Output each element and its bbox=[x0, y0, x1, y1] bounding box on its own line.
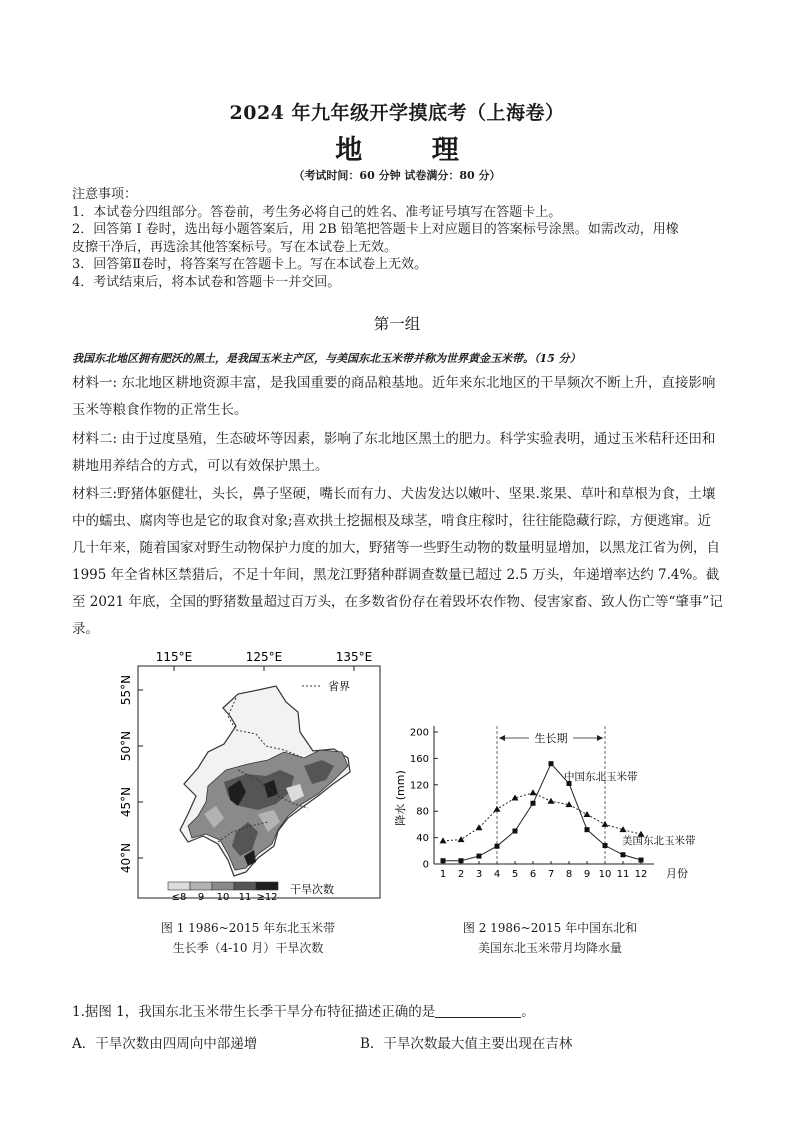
legend-swatch bbox=[168, 882, 190, 890]
lat-label: 50°N bbox=[119, 730, 133, 762]
option-a[interactable]: A．干旱次数由四周向中部递增 bbox=[72, 1036, 258, 1052]
material-3: 材料三:野猪体躯健壮，头长，鼻子坚硬，嘴长而有力、犬齿发达以嫩叶、坚果.浆果、草叶和草根为食，土壤中的蠕虫、腐肉等也是它的取食对象;喜欢拱土挖掘根及球茎，啃食庄稼时，往往能隐藏行踪，方便逃窜。近几十年来，随着国家对野生动物保护力度的加大，野猪等一些野生动物的数量明显增加，以黑龙江省为例，自 1995 年全省林区禁猎后，不足十年间，黑龙江野猪种群调查数量已超过 2.5 万头，年递增率达约 7.4%。截至 2021 年底，全国的野猪数量超过百万头，在多数省份存在着毁坏农作物、侵害家畜、致人伤亡等“肇事”记录。 bbox=[72, 486, 723, 637]
data-point-triangle bbox=[530, 789, 537, 795]
border-legend-label: 省界 bbox=[328, 680, 350, 693]
data-point-square bbox=[513, 829, 518, 834]
series-label: 美国东北玉米带 bbox=[622, 835, 696, 847]
x-tick-label: 2 bbox=[457, 869, 465, 880]
x-tick-label: 10 bbox=[598, 869, 612, 880]
y-tick-label: 120 bbox=[409, 780, 429, 792]
data-point-triangle bbox=[476, 824, 483, 830]
data-point-square bbox=[459, 858, 464, 863]
y-tick-label: 80 bbox=[416, 806, 429, 818]
subject-title: 地 理 bbox=[335, 135, 489, 166]
y-axis-label: 降水 (mm) bbox=[394, 770, 407, 826]
lon-label: 115°E bbox=[155, 650, 193, 664]
y-tick-label: 200 bbox=[409, 727, 429, 739]
answer-blank[interactable] bbox=[435, 1004, 521, 1018]
legend-class-label: 10 bbox=[216, 892, 230, 903]
exam-title: 2024 年九年级开学摸底考（上海卷） bbox=[229, 102, 565, 124]
x-tick-label: 9 bbox=[583, 869, 591, 880]
lat-label: 55°N bbox=[119, 674, 133, 706]
growing-season-label: 生长期 bbox=[534, 732, 568, 745]
legend-class-label: 11 bbox=[238, 892, 252, 903]
option-b[interactable]: B．干旱次数最大值主要出现在吉林 bbox=[360, 1036, 573, 1052]
x-tick-label: 3 bbox=[475, 869, 483, 880]
note-item: 2．回答第 I 卷时，选出每小题答案后，用 2B 铅笔把答题卡上对应题目的答案标号涂黑。如需改动，用橡 bbox=[72, 222, 679, 237]
data-point-triangle bbox=[584, 811, 591, 817]
legend-class-label: ≥12 bbox=[256, 892, 278, 903]
series-label: 中国东北玉米带 bbox=[564, 771, 638, 783]
data-point-triangle bbox=[602, 821, 609, 827]
y-tick-label: 160 bbox=[409, 753, 429, 765]
lat-label: 45°N bbox=[119, 786, 133, 818]
legend-class-label: 9 bbox=[197, 892, 205, 903]
x-tick-label: 8 bbox=[565, 869, 573, 880]
y-tick-label: 40 bbox=[416, 833, 429, 845]
caption-line: 图 2 1986~2015 年中国东北和 bbox=[462, 921, 638, 935]
x-tick-label: 1 bbox=[439, 869, 447, 880]
x-tick-label: 6 bbox=[529, 869, 537, 880]
lon-label: 135°E bbox=[335, 650, 373, 664]
legend-title: 干旱次数 bbox=[290, 883, 334, 896]
data-point-square bbox=[441, 858, 446, 863]
data-point-square bbox=[477, 854, 482, 859]
section-intro: 我国东北地区拥有肥沃的黑土，是我国玉米主产区，与美国东北玉米带并称为世界黄金玉米带。（15 分） bbox=[72, 352, 581, 365]
lat-label: 40°N bbox=[119, 842, 133, 874]
question-end: 。 bbox=[521, 1004, 535, 1020]
figure2-precipitation-chart bbox=[388, 718, 718, 898]
group-title: 第一组 bbox=[373, 315, 421, 333]
figure1-drought-map bbox=[108, 646, 388, 908]
legend-swatch bbox=[256, 882, 278, 890]
question-stem: 1.据图 1，我国东北玉米带生长季干旱分布特征描述正确的是 bbox=[72, 1004, 436, 1020]
question-1 bbox=[72, 1000, 535, 1020]
x-tick-label: 7 bbox=[547, 869, 555, 880]
y-tick-label: 0 bbox=[422, 859, 429, 871]
figure1-caption bbox=[128, 918, 368, 958]
data-point-square bbox=[621, 852, 626, 857]
data-point-square bbox=[549, 761, 554, 766]
x-axis-label: 月份 bbox=[666, 867, 688, 880]
legend-swatch bbox=[212, 882, 234, 890]
caption-line: 图 1 1986~2015 年东北玉米带 bbox=[160, 921, 336, 935]
x-tick-label: 12 bbox=[634, 869, 648, 880]
series-line-2 bbox=[443, 793, 641, 841]
note-item: 1．本试卷分四组部分。答卷前，考生务必将自己的姓名、准考证号填写在答题卡上。 bbox=[72, 204, 562, 220]
data-point-triangle bbox=[440, 837, 447, 843]
data-point-square bbox=[531, 801, 536, 806]
data-point-square bbox=[603, 843, 608, 848]
x-tick-label: 5 bbox=[511, 869, 519, 880]
growing-season-arrowhead bbox=[499, 735, 505, 741]
lon-label: 125°E bbox=[245, 650, 283, 664]
figure2-caption bbox=[430, 918, 670, 958]
x-tick-label: 11 bbox=[616, 869, 630, 880]
caption-line: 生长季（4-10 月）干旱次数 bbox=[172, 941, 324, 955]
legend-class-label: ≤8 bbox=[171, 892, 187, 903]
x-tick-label: 4 bbox=[493, 869, 501, 880]
data-point-triangle bbox=[494, 806, 501, 812]
material-2: 材料二: 由于过度垦殖，生态破坏等因素，影响了东北地区黑土的肥力。科学实验表明，通过玉米秸秆还田和耕地用养结合的方式，可以有效保护黑土。 bbox=[72, 431, 716, 474]
data-point-triangle bbox=[458, 836, 465, 842]
legend-swatch bbox=[190, 882, 212, 890]
legend-swatch bbox=[234, 882, 256, 890]
data-point-square bbox=[585, 827, 590, 832]
data-point-square bbox=[495, 844, 500, 849]
notes-heading: 注意事项： bbox=[72, 187, 138, 202]
note-item: 皮擦干净后，再选涂其他答案标号。写在本试卷上无效。 bbox=[72, 239, 398, 255]
data-point-square bbox=[639, 858, 644, 863]
note-item: 3．回答第Ⅱ卷时，将答案写在答题卡上。写在本试卷上无效。 bbox=[72, 257, 428, 272]
material-1: 材料一: 东北地区耕地资源丰富，是我国重要的商品粮基地。近年来东北地区的干旱频次不断上升，直接影响玉米等粮食作物的正常生长。 bbox=[72, 375, 716, 418]
note-item: 4．考试结束后，将本试卷和答题卡一并交回。 bbox=[72, 274, 341, 290]
exam-info: （考试时间：60 分钟 试卷满分：80 分） bbox=[293, 169, 501, 182]
caption-line: 美国东北玉米带月均降水量 bbox=[477, 941, 622, 955]
exam-notes bbox=[72, 186, 732, 291]
data-point-triangle bbox=[548, 798, 555, 804]
growing-season-arrowhead bbox=[597, 735, 603, 741]
